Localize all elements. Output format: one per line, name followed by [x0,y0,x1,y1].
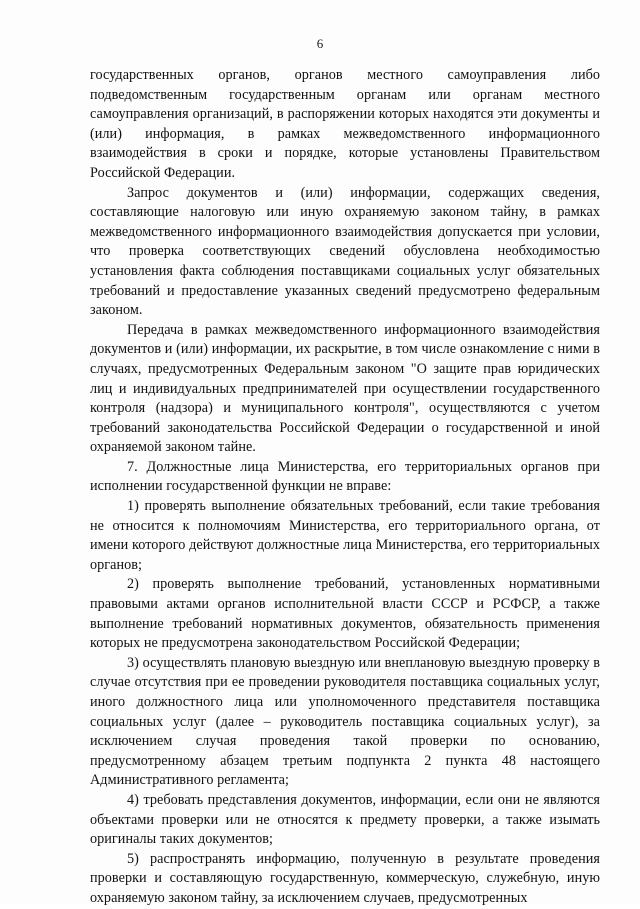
list-item-5: 5) распространять информацию, полученную в результате проведения проверки и составляющую государственную, коммерческую, служебную, иную охраняемую законом тайну, за исключением случаев, предусмотренных [90,850,600,906]
paragraph-item-7: 7. Должностные лица Министерства, его территориальных органов при исполнении государственной функции не вправе: [90,458,600,495]
paragraph-transfer-documents: Передача в рамках межведомственного информационного взаимодействия документов и (или) информации, их раскрытие, в том числе ознакомление с ними в случаях, предусмотренных Федеральным законом "О защите прав юридических лиц и индивидуальных предпринимателей при осуществлении государственного контроля (надзора) и муниципального контроля", осуществляются с учетом требований законодательства Российской Федерации о государственной и иной охраняемой законом тайне. [90,321,600,456]
document-body [90,66,600,909]
list-item-1: 1) проверять выполнение обязательных требований, если такие требования не относится к полномочиям Министерства, его территориального органа, от имени которого действуют должностные лица Министерства, его территориальных органов; [90,498,600,573]
page-number: 6 [316,36,324,51]
list-item-2: 2) проверять выполнение требований, установленных нормативными правовыми актами органов исполнительной власти СССР и РСФСР, а также выполнение требований нормативных документов, обязательность применения которых не предусмотрена законодательством Российской Федерации; [90,576,600,652]
paragraph-request-secret-info: Запрос документов и (или) информации, содержащих сведения, составляющие налоговую или иную охраняемую законом тайну, в рамках межведомственного информационного взаимодействия допускается при условии, что проверка соответствующих сведений обусловлена необходимостью установления факта соблюдения поставщиками социальных услуг обязательных требований и предоставление указанных сведений предусмотрено федеральным законом. [90,184,600,319]
list-item-4: 4) требовать представления документов, информации, если они не являются объектами проверки или не относятся к предмету проверки, а также изымать оригиналы таких документов; [90,791,600,848]
paragraph-continuation: государственных органов, органов местного самоуправления либо подведомственным государственным органам или органам местного самоуправления организаций, в распоряжении которых находятся эти документы и (или) информация, в рамках межведомственного информационного взаимодействия в сроки и порядке, которые установлены Правительством Российской Федерации. [90,67,600,181]
list-item-3: 3) осуществлять плановую выездную или внеплановую выездную проверку в случае отсутствия при ее проведении руководителя поставщика социальных услуг, иного должностного лица или уполномоченного представителя поставщика социальных услуг (далее – руководитель поставщика социальных услуг), за исключением случая проведения такой проверки по основанию, предусмотренному абзацем третьим подпункта 2 пункта 48 настоящего Административного регламента; [90,654,600,789]
